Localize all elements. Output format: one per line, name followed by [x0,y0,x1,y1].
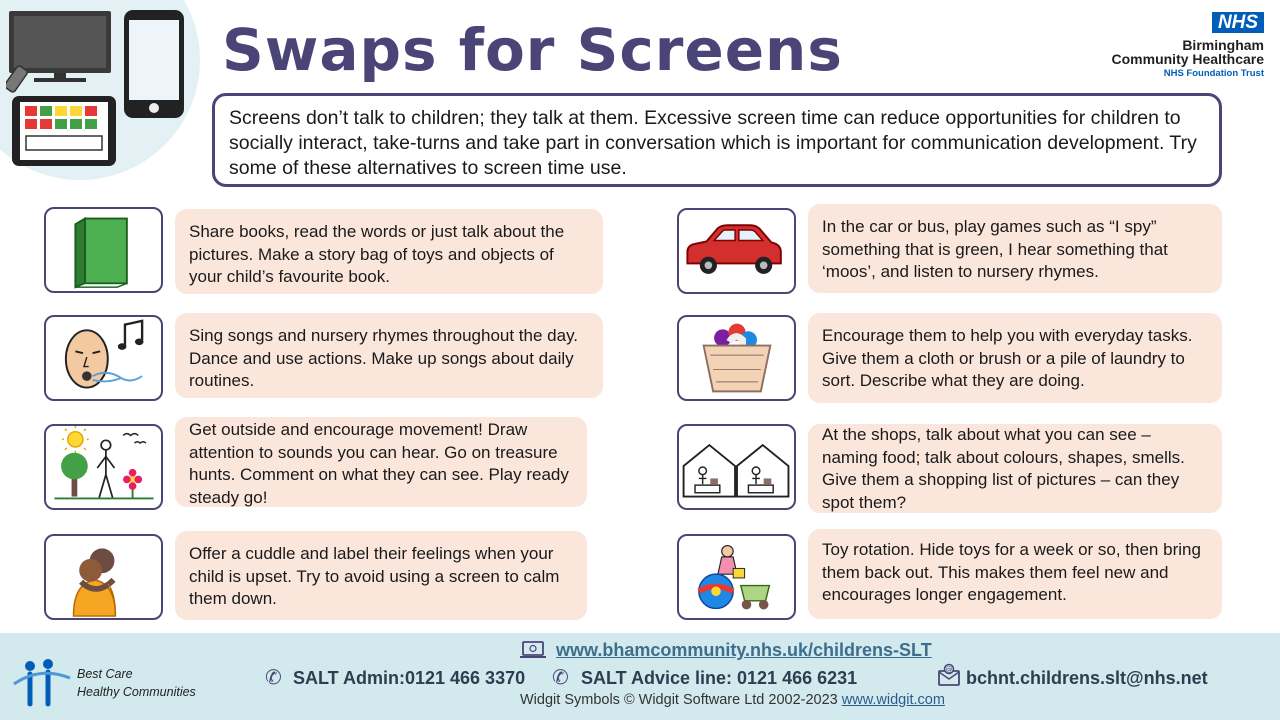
laptop-icon [520,641,546,659]
card-text-toys: Toy rotation. Hide toys for a week or so, then bring them back out. This makes them feel new and encourages longer engagement. [808,529,1222,619]
email-icon [937,663,961,687]
card-text-chores: Encourage them to help you with everyday tasks. Give them a cloth or brush or a pile of laundry to sort. Describe what they are doing. [808,313,1222,403]
toys-icon [679,536,794,618]
card-text-cuddle: Offer a cuddle and label their feelings when your child is upset. Try to avoid using a screen to calm them down. [175,531,587,620]
cuddle-icon-box [44,534,163,620]
nhs-logo: NHS [1212,12,1264,33]
green-book-icon [46,209,161,291]
website-link[interactable]: www.bhamcommunity.nhs.uk/childrens-SLT [556,640,932,660]
shops-icon [679,426,794,508]
tagline-line1: Best Care [77,667,133,681]
card-text-books: Share books, read the words or just talk about the pictures. Make a story bag of toys and objects of your child’s favourite book. [175,209,603,294]
widgit-credit [520,692,945,708]
card-text-shops: At the shops, talk about what you can see – naming food; talk about colours, shapes, smells. Give them a shopping list of pictures – can they spot them? [808,424,1222,513]
outdoors-icon [46,426,161,508]
shops-icon-box [677,424,796,510]
tagline-line2: Healthy Communities [77,685,196,699]
laundry-icon-box [677,315,796,401]
svg-text:@: @ [945,665,953,674]
phone-icon-advice: ✆ [552,667,569,689]
singing-face-icon [46,317,161,399]
page-title: Swaps for Screens [222,16,843,84]
credit-text: Widgit Symbols © Widgit Software Ltd 2002-2023 [520,692,838,708]
singing-icon-box [44,315,163,401]
red-car-icon [679,210,794,292]
cuddle-icon [46,536,161,618]
widgit-link[interactable]: www.widgit.com [841,692,945,708]
salt-advice-phone[interactable]: SALT Advice line: 0121 466 6231 [581,668,858,688]
screens-illustration-icon [6,8,196,170]
email-address[interactable]: bchnt.childrens.slt@nhs.net [966,668,1208,688]
intro-text: Screens don’t talk to children; they talk at them. Excessive screen time can reduce opportunities for children to socially interact, take-turns and take part in conversation which is important for communication development. Try some of these alternatives to screen time use. [212,93,1222,187]
org-name-line1: Birmingham [1182,37,1264,53]
best-care-logo-icon [12,656,72,708]
org-name-line2: Community Healthcare [1111,51,1264,67]
card-text-singing: Sing songs and nursery rhymes throughout the day. Dance and use actions. Make up songs about daily routines. [175,313,603,398]
salt-admin-phone[interactable]: SALT Admin:0121 466 3370 [293,668,526,688]
card-text-car: In the car or bus, play games such as “I spy” something that is green, I hear something that ‘moos’, and listen to nursery rhymes. [808,204,1222,293]
org-name-line3: NHS Foundation Trust [1163,68,1264,79]
car-icon-box [677,208,796,294]
outdoors-icon-box [44,424,163,510]
card-text-outdoors: Get outside and encourage movement! Draw attention to sounds you can hear. Go on treasure hunts. Comment on what they can see. Play ready steady go! [175,417,587,507]
book-icon-box [44,207,163,293]
phone-icon-admin: ✆ [265,667,282,689]
laundry-basket-icon [679,317,794,399]
toys-icon-box [677,534,796,620]
